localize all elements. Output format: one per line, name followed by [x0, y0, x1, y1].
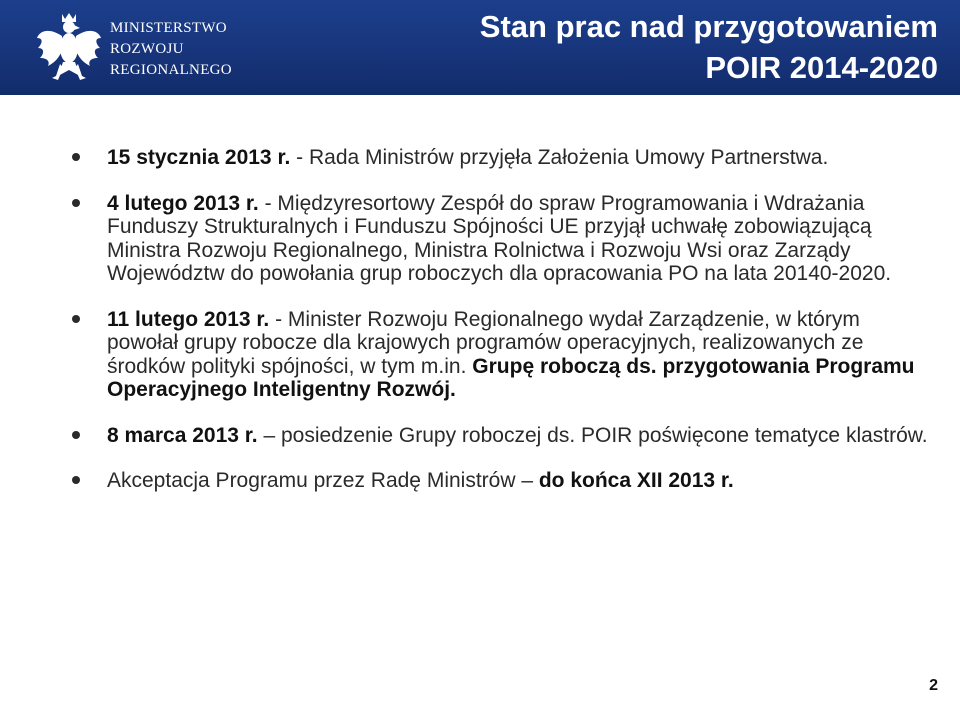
- bullet-item: [72, 192, 932, 286]
- logo-line-3: REGIONALNEGO: [110, 62, 232, 78]
- page-number: 2: [929, 677, 938, 694]
- bullet-item: [72, 424, 932, 448]
- bullet-dot-icon: [72, 153, 80, 161]
- eagle-emblem-icon: [36, 10, 102, 86]
- logo-line-1: MINISTERSTWO: [110, 20, 227, 36]
- logo-line-2: ROZWOJU: [110, 41, 184, 57]
- bullet-text: - Rada Ministrów przyjęła Założenia Umowy Partnerstwa.: [290, 146, 829, 169]
- bullet-date: 11 lutego 2013 r.: [107, 307, 270, 331]
- bullet-text: – posiedzenie Grupy roboczej ds. POIR poświęcone tematyce klastrów.: [257, 423, 928, 447]
- logo-text: [110, 18, 232, 81]
- bullet-dot-icon: [72, 431, 80, 439]
- bullet-bold-tail: do końca XII 2013 r.: [538, 469, 734, 492]
- bullet-item: [72, 308, 932, 402]
- slide-title: [480, 6, 938, 88]
- bullet-date: 8 marca 2013 r.: [107, 423, 258, 447]
- bullet-list: [72, 146, 932, 515]
- bullet-item: [72, 146, 932, 170]
- bullet-text: - Międzyresortowy Zespół do spraw Programowania i Wdrażania Funduszy Strukturalnych i Funduszu Spójności UE przyjął uchwałę zobowiązującą Ministra Rozwoju Regionalnego, Ministra Rolnictwa i Rozwoju Wsi oraz Zarządy Województw do powołania grup roboczych dla opracowania PO na lata 20140-2020.: [107, 191, 892, 285]
- slide-title-line-2: POIR 2014-2020: [705, 50, 938, 85]
- bullet-dot-icon: [72, 315, 80, 323]
- bullet-date: 15 stycznia 2013 r.: [107, 146, 291, 169]
- ministry-logo: [36, 10, 236, 86]
- slide-header: [0, 0, 960, 95]
- slide-title-line-1: Stan prac nad przygotowaniem: [479, 9, 938, 44]
- bullet-dot-icon: [72, 476, 80, 484]
- bullet-item: [72, 469, 932, 493]
- bullet-bold-tail: Grupę roboczą ds. przygotowania Programu Operacyjnego Inteligentny Rozwój.: [107, 354, 915, 401]
- bullet-dot-icon: [72, 199, 80, 207]
- bullet-date: 4 lutego 2013 r.: [107, 191, 259, 215]
- bullet-text: - Minister Rozwoju Regionalnego wydał Zarządzenie, w którym powołał grupy robocze dla krajowych programów operacyjnych, realizowanych ze środków polityki spójności, w tym m.in.: [107, 307, 864, 378]
- bullet-lead: Akceptacja Programu przez Radę Ministrów –: [107, 469, 539, 492]
